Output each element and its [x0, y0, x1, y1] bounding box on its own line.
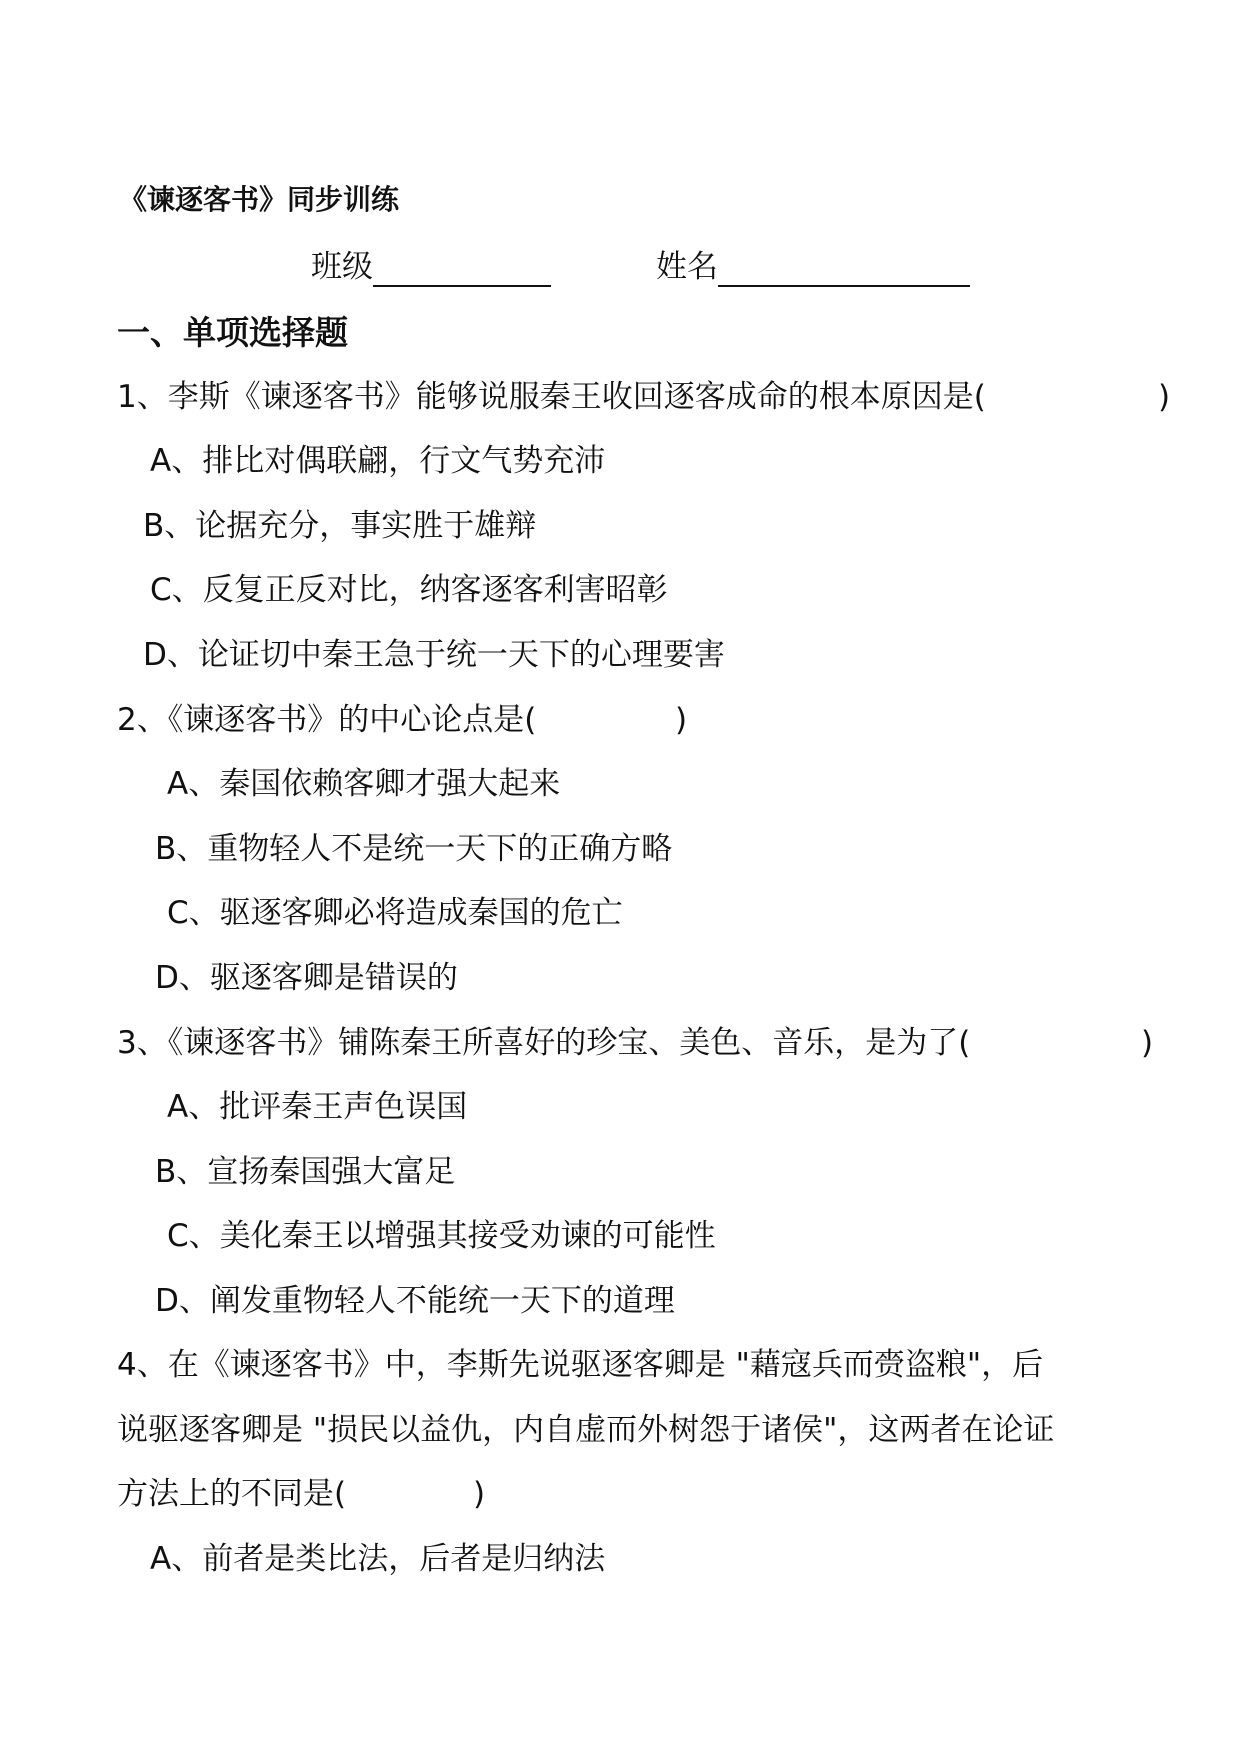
question-2-option-b: B、重物轻人不是统一天下的正确方略 — [155, 831, 673, 867]
class-field — [311, 247, 551, 287]
question-4-stem-line-2: 说驱逐客卿是 "损民以益仇，内自虚而外树怨于诸侯"，这两者在论证 — [117, 1412, 1055, 1448]
name-label: 姓名 — [656, 249, 718, 285]
name-blank[interactable] — [718, 255, 970, 287]
question-3-close-paren: ) — [1141, 1025, 1154, 1061]
question-3-option-c: C、美化秦王以增强其接受劝谏的可能性 — [167, 1218, 716, 1254]
question-2-stem: 2、《谏逐客书》的中心论点是( — [117, 702, 537, 738]
question-4-option-a: A、前者是类比法，后者是归纳法 — [150, 1541, 606, 1577]
question-3-option-d: D、阐发重物轻人不能统一天下的道理 — [155, 1283, 675, 1319]
question-1-option-b: B、论据充分，事实胜于雄辩 — [143, 508, 537, 544]
question-1-option-a: A、排比对偶联翩，行文气势充沛 — [150, 443, 606, 479]
question-1-close-paren: ) — [1158, 379, 1171, 415]
name-field — [656, 247, 970, 287]
question-2-option-d: D、驱逐客卿是错误的 — [155, 960, 458, 996]
question-2-option-a: A、秦国依赖客卿才强大起来 — [167, 766, 561, 802]
question-3-stem: 3、《谏逐客书》铺陈秦王所喜好的珍宝、美色、音乐，是为了( — [117, 1025, 971, 1061]
question-1-stem: 1、李斯《谏逐客书》能够说服秦王收回逐客成命的根本原因是( — [117, 379, 986, 415]
class-blank[interactable] — [373, 255, 551, 287]
question-1-option-c: C、反复正反对比，纳客逐客利害昭彰 — [150, 572, 668, 608]
worksheet-title: 《谏逐客书》同步训练 — [119, 183, 400, 216]
question-2-option-c: C、驱逐客卿必将造成秦国的危亡 — [167, 895, 623, 931]
section-heading: 一、单项选择题 — [117, 313, 348, 352]
question-3-option-b: B、宣扬秦国强大富足 — [155, 1154, 456, 1190]
question-3-option-a: A、批评秦王声色误国 — [167, 1089, 468, 1125]
question-1-option-d: D、论证切中秦王急于统一天下的心理要害 — [143, 637, 725, 673]
question-4-stem-line-3: 方法上的不同是( — [117, 1476, 347, 1512]
question-4-close-paren: ) — [473, 1476, 486, 1512]
question-2-close-paren: ) — [675, 702, 688, 738]
class-label: 班级 — [311, 249, 373, 285]
question-4-stem-line-1: 4、在《谏逐客书》中，李斯先说驱逐客卿是 "藉寇兵而赍盗粮"，后 — [117, 1347, 1044, 1383]
